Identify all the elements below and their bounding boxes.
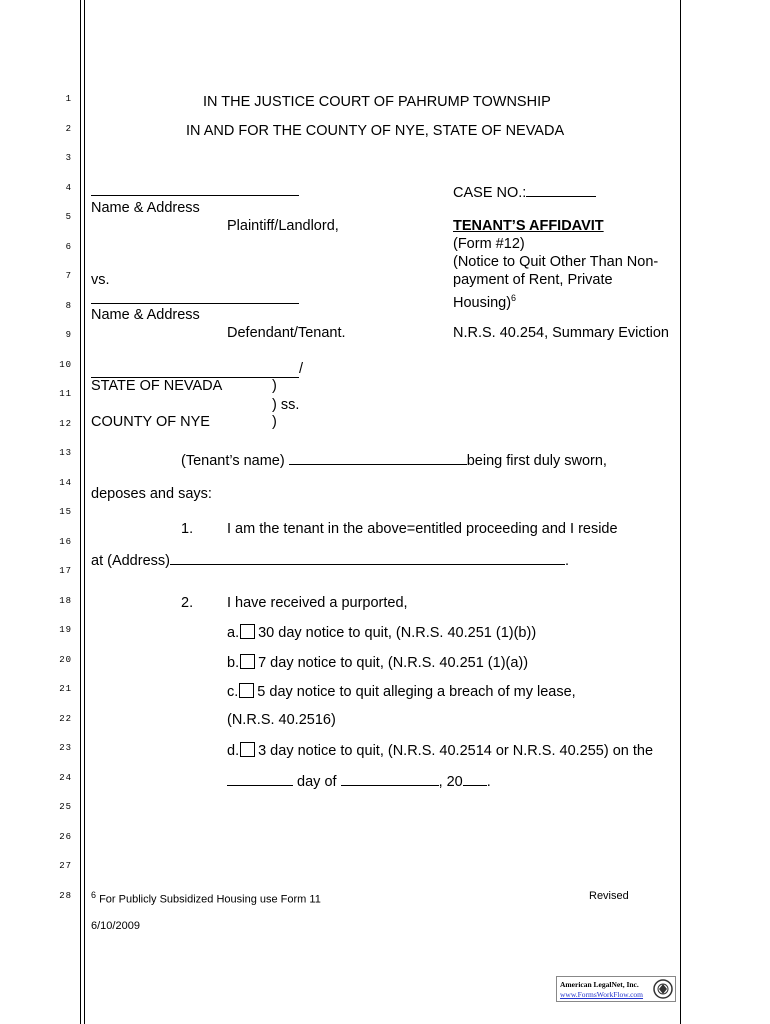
line-number: 18	[59, 595, 72, 606]
option-c-text: 5 day notice to quit alleging a breach of my lease,	[257, 684, 576, 700]
line-number: 23	[59, 743, 72, 753]
revision-date: 6/10/2009	[91, 920, 140, 932]
caption-close-line	[91, 364, 299, 378]
defendant-name-blank	[91, 290, 299, 304]
option-d-checkbox[interactable]	[240, 742, 255, 757]
notice-description-3	[453, 290, 516, 312]
year-blank	[463, 772, 487, 786]
logo-url: www.FormsWorkFlow.com	[560, 990, 644, 999]
line-number: 15	[59, 507, 72, 517]
line-number: 21	[59, 684, 72, 694]
line-number: 8	[65, 300, 72, 311]
option-c-checkbox[interactable]	[239, 683, 254, 698]
venue-county: COUNTY OF NYE	[91, 414, 210, 430]
option-b-text: 7 day notice to quit, (N.R.S. 40.251 (1)(a))	[258, 655, 529, 671]
tenant-name-label: (Tenant’s name)	[181, 453, 285, 469]
housing-text: Housing)	[453, 294, 512, 311]
line-number: 26	[59, 831, 72, 842]
venue-paren-1: )	[272, 378, 277, 394]
option-a	[227, 624, 536, 642]
venue-paren-3: )	[272, 414, 277, 430]
option-a-text: 30 day notice to quit, (N.R.S. 40.251 (1)(b))	[258, 625, 537, 641]
day-of-text: day of	[297, 774, 337, 790]
line-number: 5	[65, 212, 72, 222]
case-number-label	[453, 183, 596, 202]
paragraph-1-text: I am the tenant in the above=entitled proceeding and I reside	[227, 521, 618, 537]
line-number: 11	[59, 389, 72, 399]
day-blank	[227, 772, 293, 786]
line-number: 22	[59, 713, 72, 724]
option-b-label: b.	[227, 655, 240, 671]
tenant-name-blank	[289, 451, 467, 465]
option-c-label: c.	[227, 684, 239, 700]
case-number-text: CASE NO.:	[453, 185, 527, 201]
line-number: 27	[59, 861, 72, 871]
plaintiff-name-address-label: Name & Address	[91, 200, 200, 216]
right-margin-line	[680, 0, 681, 1024]
option-b-checkbox[interactable]	[240, 654, 255, 669]
notice-description-2: payment of Rent, Private	[453, 272, 613, 288]
left-margin-line-inner	[84, 0, 85, 1024]
line-number: 6	[65, 241, 72, 252]
line-number: 14	[59, 477, 72, 488]
plaintiff-name-blank	[91, 182, 299, 196]
line-number: 1	[65, 94, 72, 104]
deposes-text: deposes and says:	[91, 486, 212, 502]
line-number: 4	[65, 182, 72, 193]
option-c-statute: (N.R.S. 40.2516)	[227, 712, 336, 728]
line-number: 10	[59, 359, 72, 370]
paragraph-2-text: I have received a purported,	[227, 595, 408, 611]
paragraph-2-number: 2.	[181, 595, 194, 611]
court-title-line-1: IN THE JUSTICE COURT OF PAHRUMP TOWNSHIP	[203, 94, 551, 110]
statute-reference: N.R.S. 40.254, Summary Eviction	[453, 325, 669, 341]
sworn-statement	[181, 451, 607, 470]
year-prefix: , 20	[438, 774, 463, 790]
venue-state: STATE OF NEVADA	[91, 378, 223, 394]
defendant-role-label: Defendant/Tenant.	[227, 325, 346, 341]
notice-description-1: (Notice to Quit Other Than Non-	[453, 254, 659, 270]
line-number: 16	[59, 536, 72, 547]
footnote-reference: 6	[511, 293, 517, 303]
line-number: 7	[65, 271, 72, 281]
option-a-label: a.	[227, 625, 240, 641]
paragraph-1-number: 1.	[181, 521, 194, 537]
case-number-blank	[526, 183, 596, 197]
line-number: 19	[59, 625, 72, 635]
option-d-label: d.	[227, 743, 240, 759]
line-number: 3	[65, 153, 72, 163]
versus-label: vs.	[91, 272, 110, 288]
line-number: 17	[59, 566, 72, 576]
defendant-name-address-label: Name & Address	[91, 307, 200, 323]
line-number: 20	[59, 654, 72, 665]
line-number: 13	[59, 448, 72, 458]
form-number: (Form #12)	[453, 236, 525, 252]
footnote	[91, 887, 321, 909]
notice-date-line	[227, 772, 491, 791]
logo-emblem-icon	[653, 979, 673, 999]
court-title-line-2: IN AND FOR THE COUNTY OF NYE, STATE OF NEVADA	[186, 123, 565, 139]
line-number: 9	[65, 330, 72, 340]
line-number: 2	[65, 123, 72, 134]
address-label: at (Address)	[91, 553, 170, 569]
line-number: 25	[59, 802, 72, 812]
option-d	[227, 742, 653, 760]
logo-company: American LegalNet, Inc.	[560, 980, 639, 989]
line-number: 28	[59, 890, 72, 901]
revised-label: Revised	[589, 890, 629, 902]
sworn-text: being first duly sworn,	[466, 453, 607, 469]
footnote-number: 6	[91, 890, 97, 900]
option-c	[227, 683, 576, 701]
option-d-text: 3 day notice to quit, (N.R.S. 40.2514 or N.R.S. 40.255) on the	[258, 743, 654, 759]
address-period: .	[564, 553, 570, 569]
month-blank	[341, 772, 439, 786]
legalnet-logo	[556, 976, 676, 1002]
line-number: 24	[59, 772, 72, 783]
document-title: TENANT’S AFFIDAVIT	[453, 218, 604, 234]
venue-ss: ) ss.	[272, 397, 300, 413]
plaintiff-role-label: Plaintiff/Landlord,	[227, 218, 339, 234]
footnote-text: For Publicly Subsidized Housing use Form 11	[99, 893, 321, 906]
caption-slash: /	[299, 361, 304, 377]
date-period: .	[486, 774, 491, 790]
line-number: 12	[59, 418, 72, 429]
left-margin-line-outer	[80, 0, 81, 1024]
address-line	[91, 551, 569, 570]
address-blank	[170, 551, 565, 565]
option-b	[227, 654, 528, 672]
option-a-checkbox[interactable]	[240, 624, 255, 639]
